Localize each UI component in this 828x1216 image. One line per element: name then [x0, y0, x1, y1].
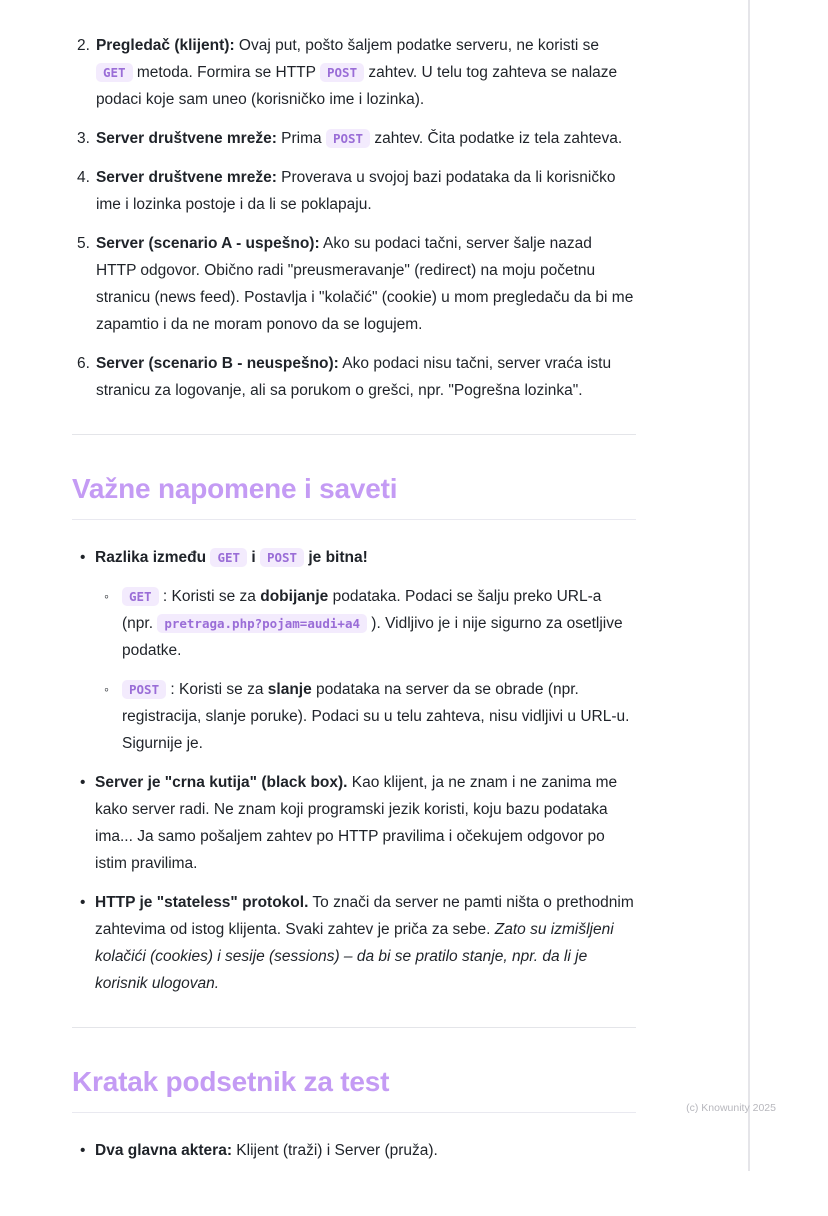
list-number: 3.: [77, 130, 90, 147]
bullet-list-item: [72, 769, 636, 877]
list-number: 2.: [77, 37, 90, 54]
sub-bullet-list-item: [72, 583, 636, 664]
numbered-list-item: [72, 230, 636, 338]
list-item-text: [96, 230, 636, 338]
list-item-text: [95, 1137, 636, 1164]
list-item-text: [95, 889, 636, 997]
list-number: 5.: [77, 235, 90, 252]
list-item-text: [122, 583, 636, 664]
sub-bullet-icon: ◦: [104, 681, 109, 697]
list-item-text: [95, 544, 636, 571]
watermark: (c) Knowunity 2025: [686, 1102, 776, 1114]
list-number: 4.: [77, 169, 90, 186]
list-item-text: [96, 164, 636, 218]
inline-code: GET: [210, 548, 247, 567]
section-heading-notes: Važne napomene i saveti: [72, 473, 636, 520]
section-divider: [72, 434, 636, 435]
inline-code: POST: [122, 680, 166, 699]
bullet-list-item: [72, 544, 636, 571]
text-segment: Server (scenario A - uspešno):: [95, 235, 320, 252]
list-item-text: [96, 350, 636, 404]
text-segment: zahtev. U telu tog zahteva se nalaze podaci koje sam uneo (korisničko ime i lozinka).: [95, 64, 618, 108]
bullet-icon: •: [80, 894, 86, 911]
text-segment: podataka. Podaci se šalju preko URL-a (npr.: [122, 588, 602, 632]
numbered-list-item: [72, 164, 636, 218]
section-heading-recap: Kratak podsetnik za test: [72, 1066, 636, 1113]
numbered-list-item: [72, 350, 636, 404]
text-segment: Pregledač (klijent):: [95, 37, 235, 54]
text-segment: zahtev. Čita podatke iz tela zahteva.: [370, 130, 623, 147]
text-segment: HTTP je "stateless" protokol.: [95, 894, 309, 911]
bullet-icon: •: [80, 774, 86, 791]
text-segment: Klijent (traži) i Server (pruža).: [232, 1142, 438, 1159]
inline-code: pretraga.php?pojam=audi+a4: [157, 614, 367, 633]
numbered-list: [72, 32, 636, 404]
text-segment: metoda. Formira se HTTP: [132, 64, 320, 81]
text-segment: To znači da server ne pamti ništa o prethodnim zahtevima od istog klijenta. Svaki zahtev je priča za sebe.: [95, 894, 634, 938]
text-segment: i: [247, 549, 260, 566]
text-segment: : Koristi se za: [158, 588, 261, 605]
text-segment: : Koristi se za: [166, 681, 268, 698]
inline-code: GET: [122, 587, 159, 606]
bullet-icon: •: [80, 1142, 86, 1159]
bullet-list-item: [72, 889, 636, 997]
text-segment: Prima: [276, 130, 326, 147]
bullet-list-recap: [72, 1137, 636, 1164]
text-segment: Ako su podaci tačni, server šalje nazad HTTP odgovor. Obično radi "preusmeravanje" (redirect) na moju početnu stranicu (news feed). Postavlja i "kolačić" (cookie) u mom pregledaču da bi me zapamtio i da ne moram ponovo da se logujem.: [95, 235, 634, 333]
bullet-list-notes: [72, 544, 636, 997]
sub-bullet-list-item: [72, 676, 636, 757]
page-edge-divider: [748, 0, 750, 1171]
numbered-list-item: [72, 32, 636, 113]
list-item-text: [122, 676, 636, 757]
text-segment: Server društvene mreže:: [95, 169, 277, 186]
text-segment: Zato su izmišljeni kolačići (cookies) i sesije (sessions) – da bi se pratilo stanje, npr. da li je korisnik ulogovan.: [95, 921, 614, 992]
list-item-text: [95, 769, 636, 877]
numbered-list-item: [72, 125, 636, 152]
list-item-text: [96, 125, 636, 152]
text-segment: Kao klijent, ja ne znam i ne zanima me kako server radi. Ne znam koji programski jezik koristi, koju bazu podataka ima... Ja samo pošaljem zahtev po HTTP pravilima i očekujem odgovor po istim pravilima.: [95, 774, 618, 872]
text-segment: Server društvene mreže:: [95, 130, 277, 147]
sub-bullet-icon: ◦: [104, 588, 109, 604]
bullet-icon: •: [80, 549, 86, 566]
list-item-text: [96, 32, 636, 113]
text-segment: Dva glavna aktera:: [95, 1142, 232, 1159]
inline-code: POST: [326, 129, 370, 148]
text-segment: slanje: [267, 681, 312, 698]
section-divider: [72, 1027, 636, 1028]
list-number: 6.: [77, 355, 90, 372]
text-segment: Ako podaci nisu tačni, server vraća istu stranicu za logovanje, ali sa porukom o grešci, npr. "Pogrešna lozinka".: [95, 355, 612, 399]
text-segment: Razlika između: [95, 549, 211, 566]
bullet-list-item: [72, 1137, 636, 1164]
inline-code: GET: [96, 63, 133, 82]
text-segment: je bitna!: [304, 549, 368, 566]
inline-code: POST: [320, 63, 364, 82]
text-segment: podataka na server da se obrade (npr. registracija, slanje poruke). Podaci su u telu zahteva, nisu vidljivi u URL-u. Sigurnije je.: [122, 681, 630, 752]
inline-code: POST: [260, 548, 304, 567]
text-segment: Proverava u svojoj bazi podataka da li korisničko ime i lozinka postoje i da li se poklapaju.: [95, 169, 616, 213]
text-segment: Ovaj put, pošto šaljem podatke serveru, ne koristi se: [234, 37, 600, 54]
text-segment: ). Vidljivo je i nije sigurno za osetljive podatke.: [122, 615, 623, 659]
text-segment: Server (scenario B - neuspešno):: [95, 355, 339, 372]
text-segment: dobijanje: [260, 588, 329, 605]
text-segment: Server je "crna kutija" (black box).: [95, 774, 348, 791]
